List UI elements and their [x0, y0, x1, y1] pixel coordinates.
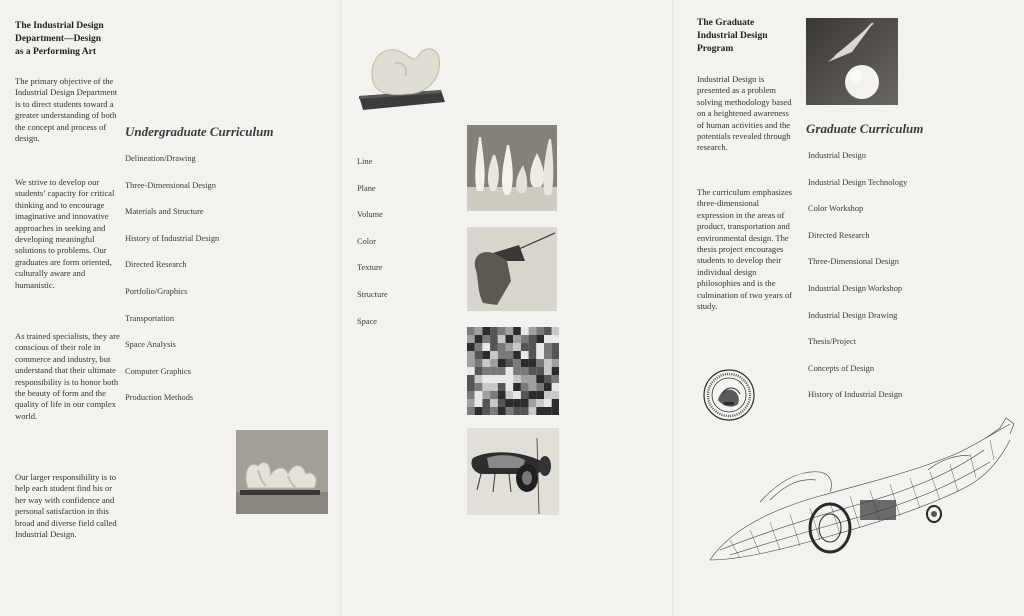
concept-vehicle-photo — [467, 428, 559, 515]
graduate-program-heading — [697, 17, 797, 56]
graduate-heading-line-2: Industrial Design — [697, 31, 768, 41]
intro-paragraph-3: As trained specialists, they are conscious of their role in commerce and industry, but understand that their ultimate responsibility is to honor both the beauty of form and the quality of life in our complex world. — [15, 331, 120, 421]
course-item: Directed Research — [808, 230, 870, 240]
wireframe-vehicle-drawing — [700, 410, 1020, 580]
course-item: Three-Dimensional Design — [808, 257, 899, 267]
element-item: Line — [357, 157, 373, 166]
pixel-pattern-photo — [467, 327, 559, 415]
course-item: Computer Graphics — [125, 366, 191, 376]
course-item: History of Industrial Design — [808, 390, 903, 400]
course-item: Concepts of Design — [808, 363, 875, 373]
intro-paragraph-1: The primary objective of the Industrial Design Department is to direct students toward a greater understanding of both the concept and process of design. — [15, 76, 118, 144]
course-item: Directed Research — [125, 260, 187, 270]
course-item: Industrial Design Technology — [808, 177, 908, 187]
course-item: Space Analysis — [125, 340, 176, 350]
course-item: Thesis/Project — [808, 337, 856, 347]
department-heading-line-2: Department—Design — [15, 34, 102, 44]
element-item: Plane — [357, 183, 376, 193]
graduate-heading-line-1: The Graduate — [697, 18, 755, 28]
undergraduate-course-list — [125, 154, 219, 420]
element-item: Space — [357, 316, 377, 326]
element-item: Texture — [357, 263, 383, 273]
graduate-title: Graduate Curriculum — [806, 121, 924, 136]
design-elements-list — [357, 157, 388, 343]
element-item: Structure — [357, 289, 388, 299]
intro-paragraph-2: We strive to develop our students’ capacity for critical thinking and to encourage imaginative and innovative approaches in seeking and developing meaningful solutions to problems. Our graduates are form oriented, culturally aware and humanistic. — [15, 177, 115, 290]
course-item: Color Workshop — [808, 204, 864, 214]
course-item: Three-Dimensional Design — [125, 180, 216, 190]
vases-photo — [467, 125, 557, 211]
course-item: Industrial Design Drawing — [808, 310, 898, 320]
course-item: History of Industrial Design — [125, 233, 220, 243]
course-item: Transportation — [125, 313, 175, 323]
graduate-paragraph-1: Industrial Design is presented as a problem solving methodology based on a heightened awareness of human activities and the potentials revealed through research. — [697, 74, 792, 153]
metal-object-photo — [467, 227, 557, 311]
course-item: Portfolio/Graphics — [125, 286, 188, 296]
course-item: Materials and Structure — [125, 207, 204, 217]
department-heading-line-1: The Industrial Design — [15, 21, 104, 31]
department-heading — [15, 20, 125, 59]
organic-sculpture-photo — [236, 430, 328, 514]
graduate-paragraph-2: The curriculum emphasizes three-dimensional expression in the areas of product, transportation and environmental design. The thesis project encourages students to develop their individual design philosophies and is the culmination of two years of study. — [697, 187, 792, 312]
graduate-course-list — [808, 151, 907, 417]
graduate-heading-line-3: Program — [697, 44, 734, 54]
course-item: Industrial Design — [808, 151, 866, 160]
element-item: Volume — [357, 210, 383, 220]
department-heading-line-3: as a Performing Art — [15, 47, 96, 57]
course-item: Production Methods — [125, 393, 194, 403]
element-item: Color — [357, 236, 377, 246]
course-item: Industrial Design Workshop — [808, 283, 903, 293]
sculpture-photo — [355, 38, 450, 114]
intro-paragraph-4: Our larger responsibility is to help each student find his or her way with confidence and personal satisfaction in this broad and diverse field called Industrial Design. — [15, 472, 117, 540]
course-item: Delineation/Drawing — [125, 154, 196, 163]
cone-sphere-photo — [806, 18, 898, 105]
undergraduate-title: Undergraduate Curriculum — [125, 124, 274, 139]
